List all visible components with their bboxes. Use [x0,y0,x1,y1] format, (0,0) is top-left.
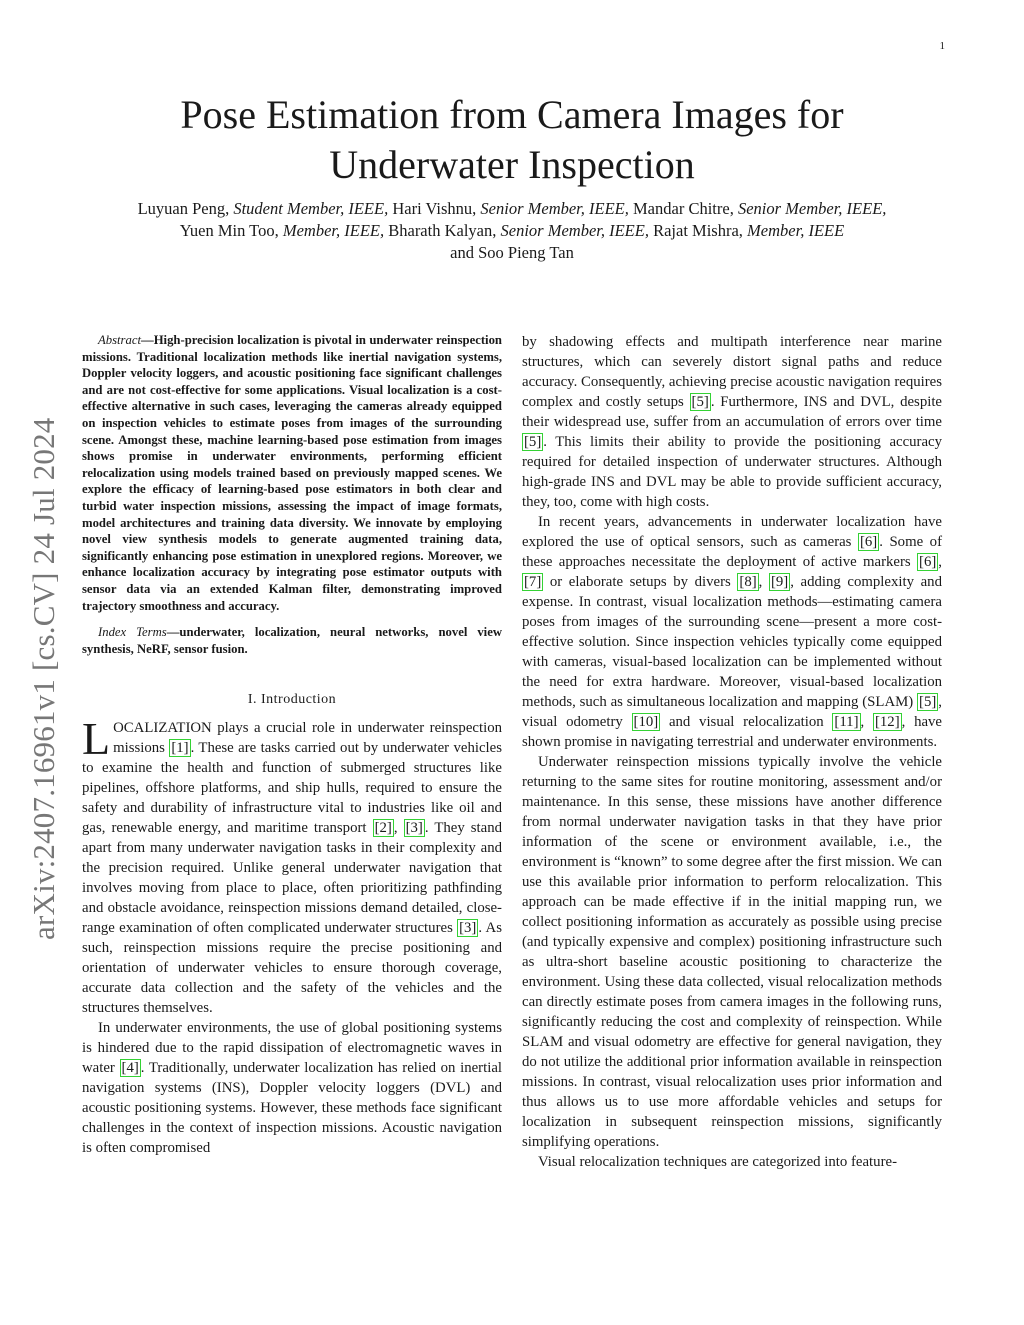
title-line-2: Underwater Inspection [329,142,695,187]
citation-link[interactable]: [10] [633,714,659,730]
paragraph-text: by shadowing effects and multipath interference near marine structures, which can severely distort signal paths and reduce accuracy. Consequently, achieving precise acoustic navigation requires complex and costly setups [522,334,942,410]
index-terms-label: Index Terms [98,625,167,640]
author-name: Bharath Kalyan, [388,221,497,240]
citation-link[interactable]: [8] [739,574,757,590]
citation-link[interactable]: [3] [405,820,423,837]
right-paragraph-1 [522,332,942,512]
paragraph-text: , visual odometry [522,694,942,730]
paragraph-text: . Traditionally, underwater localization has relied on inertial navigation systems (INS), Doppler velocity loggers (DVL) and acoustic positioning systems. However, these methods face significant challenges in the context of inspection missions. Acoustic navigation is often compromised [82,1060,502,1157]
citation-link[interactable]: [11] [834,714,859,730]
paragraph-text: and visual relocalization [660,714,833,730]
paragraph-text: . Furthermore, INS and DVL, despite their widespread use, suffer from an accumulation of errors over time [522,394,943,430]
citation-link[interactable]: [9] [770,574,789,590]
paragraph-text: , [938,554,942,570]
author-role: Member, IEEE, [282,221,385,240]
paragraph-text: In recent years, advancements in underwater localization have explored the use of optical sensors, such as cameras [522,514,942,550]
author-list [62,198,962,264]
right-column [522,332,942,1172]
citation-link[interactable]: [1] [171,740,189,757]
author-role: Senior Member, IEEE, [500,221,649,240]
title-line-1: Pose Estimation from Camera Images for [180,92,844,137]
citation-link[interactable]: [4] [121,1060,139,1077]
intro-paragraph-2 [82,1018,502,1158]
paragraph-text: In underwater environments, the use of global positioning systems is hindered due to the rapid dissipation of electromagnetic waves in water [82,1020,502,1077]
author-role: Senior Member, IEEE, [737,199,887,218]
citation-link[interactable]: [3] [459,920,477,937]
intro-paragraph-1 [82,713,502,1018]
paragraph-text: , [393,820,404,837]
paper-title [82,90,942,190]
left-column [82,332,502,1158]
paragraph-text: . This limits their ability to provide the positioning accuracy required for detailed inspection of underwater structures. Although high-grade INS and DVL may be able to provide sufficient accuracy, they, too, come with high costs. [522,434,942,510]
paragraph-text: , have shown promise in navigating terrestrial and underwater environments. [522,714,942,750]
citation-link[interactable]: [2] [374,820,392,837]
right-paragraph-2 [522,512,942,752]
abstract-text: —High-precision localization is pivotal in underwater reinspection missions. Traditional localization methods like inertial navigation systems, Doppler velocity loggers, and acoustic positioning face significant challenges and are not cost-effective for some applications. Visual localization is a cost-effective alternative in such cases, leveraging the cameras already equipped on inspection vehicles to estimate poses from images of the surrounding scene. Amongst these, machine learning-based pose estimation from images shows promise in underwater environments, performing efficient relocalization using models trained based on previously mapped scenes. We explore the efficacy of learning-based pose estimators in both clear and turbid water inspection missions, assessing the impact of image formats, model architectures and training data diversity. We innovate by employing novel view synthesis models to generate augmented training data, significantly enhancing pose estimation in unexplored regions. Moreover, we enhance localization accuracy by integrating pose estimator outputs with sensor data via an extended Kalman filter, demonstrating improved trajectory smoothness and accuracy. [82,333,502,613]
paragraph-text: OCALIZATION plays a crucial role in underwater reinspection missions [113,720,502,757]
right-paragraph-3: Underwater reinspection missions typically involve the vehicle returning to the same sites for routine monitoring, assessment and/or maintenance. In this sense, these missions have another difference from normal underwater navigation tasks in that they have prior information of the scene or environment available, i.e., the environment is “known” to some degree after the first mission. We can use this available prior information to perform relocalization. This approach can be made effective if in the initial mapping run, we collect positioning information as accurately as possible using precise (and typically expensive and complex) positioning infrastructure such as ultra-short baseline acoustic positioning to characterize the environment. Using these data collected, visual relocalization methods can directly estimate poses from camera images in the following runs, significantly reducing the cost and complexity of reinspection. While SLAM and visual odometry are effective for general navigation, they do not utilize the additional prior information available in reinspection missions. In contrast, visual relocalization uses prior information and thus allows us to use more affordable vehicles and setups for localization in subsequent reinspection missions, significantly simplifying operations. [522,754,942,1150]
citation-link[interactable]: [7] [524,574,542,590]
author-role: Member, IEEE [747,221,845,240]
author-line-2 [62,220,962,242]
author-name: Mandar Chitre, [633,199,734,218]
abstract [82,332,502,614]
right-paragraph-4: Visual relocalization techniques are categorized into feature- [538,1154,897,1170]
citation-link[interactable]: [6] [859,534,878,550]
author-name: and Soo Pieng Tan [450,243,574,262]
author-name: Hari Vishnu, [392,199,477,218]
author-name: Yuen Min Too, [179,221,279,240]
citation-link[interactable]: [5] [919,694,937,710]
author-role: Student Member, IEEE, [233,199,389,218]
author-name: Luyuan Peng, [137,199,230,218]
author-line-3 [62,242,962,264]
index-terms [82,624,502,657]
paragraph-text: . They stand apart from many underwater navigation tasks in their complexity and the precision required. Unlike general underwater navigation that involves moving from place to place, often prioritizing pathfinding and obstacle avoidance, reinspection missions demand detailed, close-range examination of often complicated underwater structures [82,820,502,937]
index-terms-text: —underwater, localization, neural networks, novel view synthesis, NeRF, sensor fusion. [82,625,503,656]
citation-link[interactable]: [6] [919,554,937,570]
paragraph-text: , adding complexity and expense. In contrast, visual localization methods—estimating camera poses from images of the surrounding scene—present a more cost-effective solution. Since inspection vehicles typically come equipped with cameras, visual-based localization can be implemented without the need for extra hardware. Moreover, visual-based localization methods, such as simultaneous localization and mapping (SLAM) [522,574,942,710]
author-line-1 [62,198,962,220]
abstract-label: Abstract [98,333,141,347]
arxiv-stamp: arXiv:2407.16961v1 [cs.CV] 24 Jul 2024 [26,417,61,940]
author-role: Senior Member, IEEE, [480,199,629,218]
paragraph-text: . As such, reinspection missions require the precise positioning and orientation of underwater vehicles to ensure thorough coverage, accurate data collection and the safety of the vehicles and the structures themselves. [82,920,502,1017]
section-heading: I. Introduction [247,692,337,708]
citation-link[interactable]: [5] [524,434,542,450]
paragraph-text: , [860,714,873,730]
author-name: Rajat Mishra, [653,221,743,240]
citation-link[interactable]: [12] [874,714,900,730]
citation-link[interactable]: [5] [691,394,709,410]
page-number: 1 [939,40,945,52]
drop-cap: L [82,713,111,765]
paragraph-text: or elaborate setups by divers [543,574,738,590]
paragraph-text: . Some of these approaches necessitate the deployment of active markers [522,534,942,570]
paragraph-text: , [758,574,769,590]
paragraph-text: . These are tasks carried out by underwater vehicles to examine the health and function of submerged structures like pipelines, offshore platforms, and ship hulls, required to ensure the safety and durability of infrastructure vital to industries like oil and gas, renewable energy, and maritime transport [82,740,502,837]
